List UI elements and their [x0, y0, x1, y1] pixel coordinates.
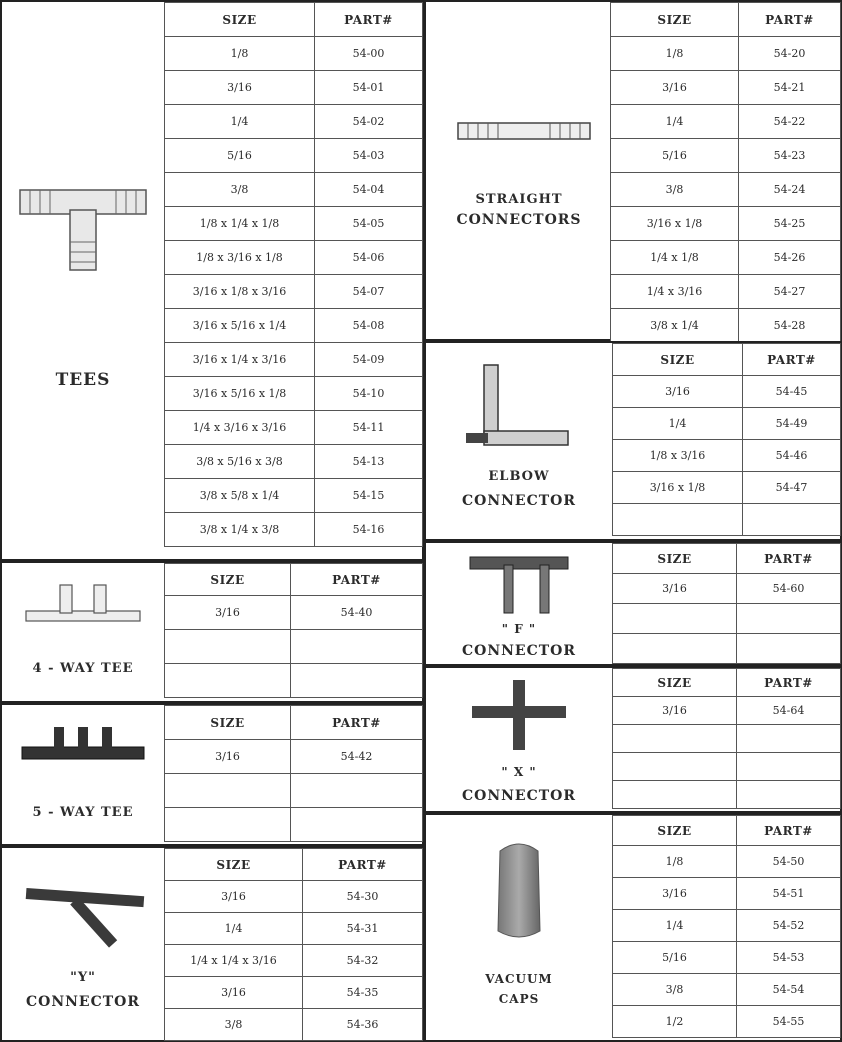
f-connector-table-body	[613, 574, 841, 664]
table-row	[165, 664, 423, 698]
vacuum-cap-icon	[490, 841, 548, 941]
table-row	[613, 574, 841, 604]
table-row	[613, 504, 841, 536]
size-cell: 3/16	[165, 596, 291, 630]
part-number-cell: 54-02	[315, 105, 423, 139]
f-connector-label-line2: CONNECTOR	[462, 643, 576, 659]
size-cell: 1/4	[613, 910, 737, 942]
table-row	[611, 173, 841, 207]
table-row	[611, 241, 841, 275]
size-cell: 1/4 x 1/4 x 3/16	[165, 945, 303, 977]
table-row	[165, 71, 423, 105]
size-header: SIZE	[165, 849, 303, 881]
size-cell: 3/8	[165, 1009, 303, 1041]
part-number-cell: 54-09	[315, 343, 423, 377]
table-row	[165, 241, 423, 275]
size-cell: 5/16	[611, 139, 739, 173]
four-way-tee-table-body	[165, 596, 423, 698]
size-header: SIZE	[613, 816, 737, 846]
size-cell	[165, 664, 291, 698]
elbow-connector-label-line1: ELBOW	[488, 469, 550, 484]
size-cell: 1/8	[165, 37, 315, 71]
y-connector-table	[164, 848, 423, 1041]
straight-connectors-table	[610, 2, 841, 343]
vacuum-caps-table	[612, 815, 841, 1038]
table-row	[613, 376, 841, 408]
table-row	[165, 479, 423, 513]
size-cell: 3/8 x 5/16 x 3/8	[165, 445, 315, 479]
part-number-cell: 54-03	[315, 139, 423, 173]
part-number-cell	[737, 781, 841, 809]
size-cell	[613, 753, 737, 781]
table-row	[165, 808, 423, 842]
table-row	[613, 408, 841, 440]
x-connector-section	[424, 666, 842, 813]
f-connector-section	[424, 541, 842, 666]
four-way-tee-label: 4 - WAY TEE	[32, 661, 134, 676]
table-row	[165, 343, 423, 377]
table-row	[165, 1009, 423, 1041]
y-connector-label-line1: "Y"	[70, 970, 96, 985]
size-cell	[613, 725, 737, 753]
table-row	[611, 139, 841, 173]
size-header: SIZE	[613, 669, 737, 697]
size-cell	[613, 634, 737, 664]
part-number-cell: 54-24	[739, 173, 841, 207]
size-header: SIZE	[165, 564, 291, 596]
part-number-cell: 54-21	[739, 71, 841, 105]
size-cell: 1/8 x 3/16 x 1/8	[165, 241, 315, 275]
part-number-cell: 54-60	[737, 574, 841, 604]
size-cell: 1/2	[613, 1006, 737, 1038]
f-connector-table	[612, 543, 841, 664]
straight-connectors-label-line1: STRAIGHT	[475, 192, 563, 207]
x-connector-table-body	[613, 697, 841, 809]
table-row	[165, 207, 423, 241]
size-cell: 3/16	[611, 71, 739, 105]
size-cell	[613, 504, 743, 536]
part-number-cell	[291, 630, 423, 664]
part-number-cell: 54-49	[743, 408, 841, 440]
part-number-cell: 54-15	[315, 479, 423, 513]
part-header: PART#	[739, 3, 841, 37]
tees-label: TEES	[55, 370, 111, 390]
elbow-connector-table	[612, 343, 841, 536]
part-number-cell: 54-42	[291, 740, 423, 774]
part-number-cell: 54-27	[739, 275, 841, 309]
size-cell: 3/16	[613, 878, 737, 910]
part-number-cell: 54-06	[315, 241, 423, 275]
part-number-cell: 54-46	[743, 440, 841, 472]
part-header: PART#	[315, 3, 423, 37]
size-cell: 3/16	[165, 71, 315, 105]
size-cell	[613, 604, 737, 634]
size-cell: 5/16	[613, 942, 737, 974]
part-header: PART#	[737, 669, 841, 697]
part-number-cell	[737, 753, 841, 781]
size-cell: 1/8 x 3/16	[613, 440, 743, 472]
x-connector-label-line1: " X "	[501, 765, 537, 779]
table-row	[165, 977, 423, 1009]
size-cell: 3/16	[165, 881, 303, 913]
size-cell: 3/16 x 5/16 x 1/8	[165, 377, 315, 411]
part-header: PART#	[291, 564, 423, 596]
five-way-tee-section	[0, 703, 424, 846]
part-number-cell: 54-13	[315, 445, 423, 479]
five-way-tee-table	[164, 705, 423, 842]
size-cell: 3/16 x 1/8 x 3/16	[165, 275, 315, 309]
size-cell: 3/8	[165, 173, 315, 207]
part-number-cell: 54-25	[739, 207, 841, 241]
table-row	[613, 725, 841, 753]
part-number-cell: 54-54	[737, 974, 841, 1006]
table-row	[165, 881, 423, 913]
tee-fitting-icon	[16, 180, 150, 280]
size-cell: 3/16 x 1/8	[611, 207, 739, 241]
y-connector-section	[0, 846, 424, 1042]
part-number-cell: 54-31	[303, 913, 423, 945]
table-row	[613, 942, 841, 974]
part-number-cell	[291, 664, 423, 698]
size-header: SIZE	[613, 544, 737, 574]
tees-table	[164, 2, 423, 547]
table-row	[613, 440, 841, 472]
part-number-cell: 54-00	[315, 37, 423, 71]
f-connector-icon	[466, 551, 572, 615]
size-cell	[613, 781, 737, 809]
size-cell: 1/8	[611, 37, 739, 71]
part-number-cell	[737, 604, 841, 634]
size-cell: 1/4	[165, 913, 303, 945]
tees-section	[0, 0, 424, 561]
size-cell: 3/8 x 1/4 x 3/8	[165, 513, 315, 547]
vacuum-caps-table-body	[613, 846, 841, 1038]
part-header: PART#	[743, 344, 841, 376]
y-connector-icon	[24, 874, 146, 956]
part-number-cell: 54-32	[303, 945, 423, 977]
size-cell: 1/4 x 3/16 x 3/16	[165, 411, 315, 445]
size-cell: 3/16	[613, 574, 737, 604]
vacuum-caps-label-line2: CAPS	[498, 992, 540, 1006]
table-row	[613, 472, 841, 504]
part-number-cell: 54-47	[743, 472, 841, 504]
part-number-cell: 54-26	[739, 241, 841, 275]
part-number-cell: 54-45	[743, 376, 841, 408]
five-way-tee-table-body	[165, 740, 423, 842]
size-cell	[165, 774, 291, 808]
table-row	[165, 377, 423, 411]
table-row	[165, 445, 423, 479]
table-row	[165, 139, 423, 173]
part-header: PART#	[303, 849, 423, 881]
size-cell: 3/16 x 1/8	[613, 472, 743, 504]
tees-table-body	[165, 37, 423, 547]
part-number-cell: 54-36	[303, 1009, 423, 1041]
size-cell: 3/16	[613, 697, 737, 725]
elbow-connector-icon	[462, 361, 572, 453]
size-cell: 3/16 x 1/4 x 3/16	[165, 343, 315, 377]
part-number-cell: 54-40	[291, 596, 423, 630]
size-header: SIZE	[611, 3, 739, 37]
y-connector-label-line2: CONNECTOR	[26, 994, 140, 1010]
part-number-cell	[737, 634, 841, 664]
table-row	[613, 634, 841, 664]
part-number-cell: 54-30	[303, 881, 423, 913]
five-way-tee-icon	[20, 721, 146, 767]
table-row	[611, 37, 841, 71]
size-cell: 1/8 x 1/4 x 1/8	[165, 207, 315, 241]
size-cell: 3/8 x 5/8 x 1/4	[165, 479, 315, 513]
part-number-cell: 54-08	[315, 309, 423, 343]
four-way-tee-section	[0, 561, 424, 703]
part-number-cell	[743, 504, 841, 536]
size-cell: 3/16 x 5/16 x 1/4	[165, 309, 315, 343]
x-connector-label-line2: CONNECTOR	[462, 788, 576, 804]
size-cell: 3/8	[613, 974, 737, 1006]
table-row	[613, 1006, 841, 1038]
x-connector-icon	[470, 678, 568, 752]
size-cell: 1/4	[611, 105, 739, 139]
part-number-cell: 54-20	[739, 37, 841, 71]
table-row	[165, 596, 423, 630]
table-row	[611, 207, 841, 241]
part-number-cell: 54-35	[303, 977, 423, 1009]
size-cell: 1/8	[613, 846, 737, 878]
part-number-cell: 54-10	[315, 377, 423, 411]
four-way-tee-icon	[24, 579, 142, 629]
size-header: SIZE	[613, 344, 743, 376]
elbow-connector-section	[424, 341, 842, 541]
size-cell: 1/4 x 1/8	[611, 241, 739, 275]
size-cell: 3/16	[613, 376, 743, 408]
table-row	[165, 173, 423, 207]
part-number-cell	[291, 808, 423, 842]
table-row	[165, 275, 423, 309]
part-number-cell: 54-53	[737, 942, 841, 974]
part-number-cell: 54-52	[737, 910, 841, 942]
table-row	[165, 774, 423, 808]
table-row	[165, 630, 423, 664]
four-way-tee-table	[164, 563, 423, 698]
part-number-cell: 54-04	[315, 173, 423, 207]
table-row	[613, 697, 841, 725]
part-header: PART#	[291, 706, 423, 740]
straight-connectors-section	[424, 0, 842, 341]
table-row	[165, 945, 423, 977]
part-number-cell: 54-64	[737, 697, 841, 725]
table-row	[613, 781, 841, 809]
part-number-cell: 54-16	[315, 513, 423, 547]
table-row	[613, 846, 841, 878]
part-header: PART#	[737, 544, 841, 574]
table-row	[611, 71, 841, 105]
table-row	[613, 974, 841, 1006]
vacuum-caps-section	[424, 813, 842, 1042]
table-row	[165, 37, 423, 71]
straight-connector-icon	[456, 118, 592, 144]
table-row	[165, 309, 423, 343]
part-number-cell: 54-01	[315, 71, 423, 105]
part-number-cell: 54-28	[739, 309, 841, 343]
table-row	[613, 910, 841, 942]
table-row	[611, 275, 841, 309]
table-row	[611, 309, 841, 343]
size-cell: 1/4 x 3/16	[611, 275, 739, 309]
size-cell: 5/16	[165, 139, 315, 173]
table-row	[165, 513, 423, 547]
part-number-cell: 54-07	[315, 275, 423, 309]
elbow-connector-table-body	[613, 376, 841, 536]
table-row	[613, 753, 841, 781]
part-number-cell: 54-55	[737, 1006, 841, 1038]
table-row	[613, 604, 841, 634]
part-number-cell	[291, 774, 423, 808]
size-cell	[165, 630, 291, 664]
vacuum-caps-label-line1: VACUUM	[485, 972, 553, 986]
table-row	[165, 740, 423, 774]
size-cell: 1/4	[165, 105, 315, 139]
part-number-cell: 54-05	[315, 207, 423, 241]
size-cell	[165, 808, 291, 842]
table-row	[165, 913, 423, 945]
f-connector-label-line1: " F "	[501, 622, 537, 636]
x-connector-table	[612, 668, 841, 809]
size-cell: 3/8	[611, 173, 739, 207]
part-number-cell: 54-22	[739, 105, 841, 139]
size-cell: 3/16	[165, 740, 291, 774]
size-cell: 1/4	[613, 408, 743, 440]
y-connector-table-body	[165, 881, 423, 1041]
five-way-tee-label: 5 - WAY TEE	[32, 805, 134, 820]
part-number-cell: 54-51	[737, 878, 841, 910]
size-cell: 3/16	[165, 977, 303, 1009]
size-header: SIZE	[165, 706, 291, 740]
straight-connectors-label-line2: CONNECTORS	[456, 212, 582, 228]
part-header: PART#	[737, 816, 841, 846]
size-header: SIZE	[165, 3, 315, 37]
size-cell: 3/8 x 1/4	[611, 309, 739, 343]
straight-connectors-table-body	[611, 37, 841, 343]
table-row	[165, 105, 423, 139]
part-number-cell: 54-23	[739, 139, 841, 173]
part-number-cell: 54-11	[315, 411, 423, 445]
elbow-connector-label-line2: CONNECTOR	[462, 493, 576, 509]
table-row	[165, 411, 423, 445]
table-row	[611, 105, 841, 139]
part-number-cell	[737, 725, 841, 753]
table-row	[613, 878, 841, 910]
part-number-cell: 54-50	[737, 846, 841, 878]
